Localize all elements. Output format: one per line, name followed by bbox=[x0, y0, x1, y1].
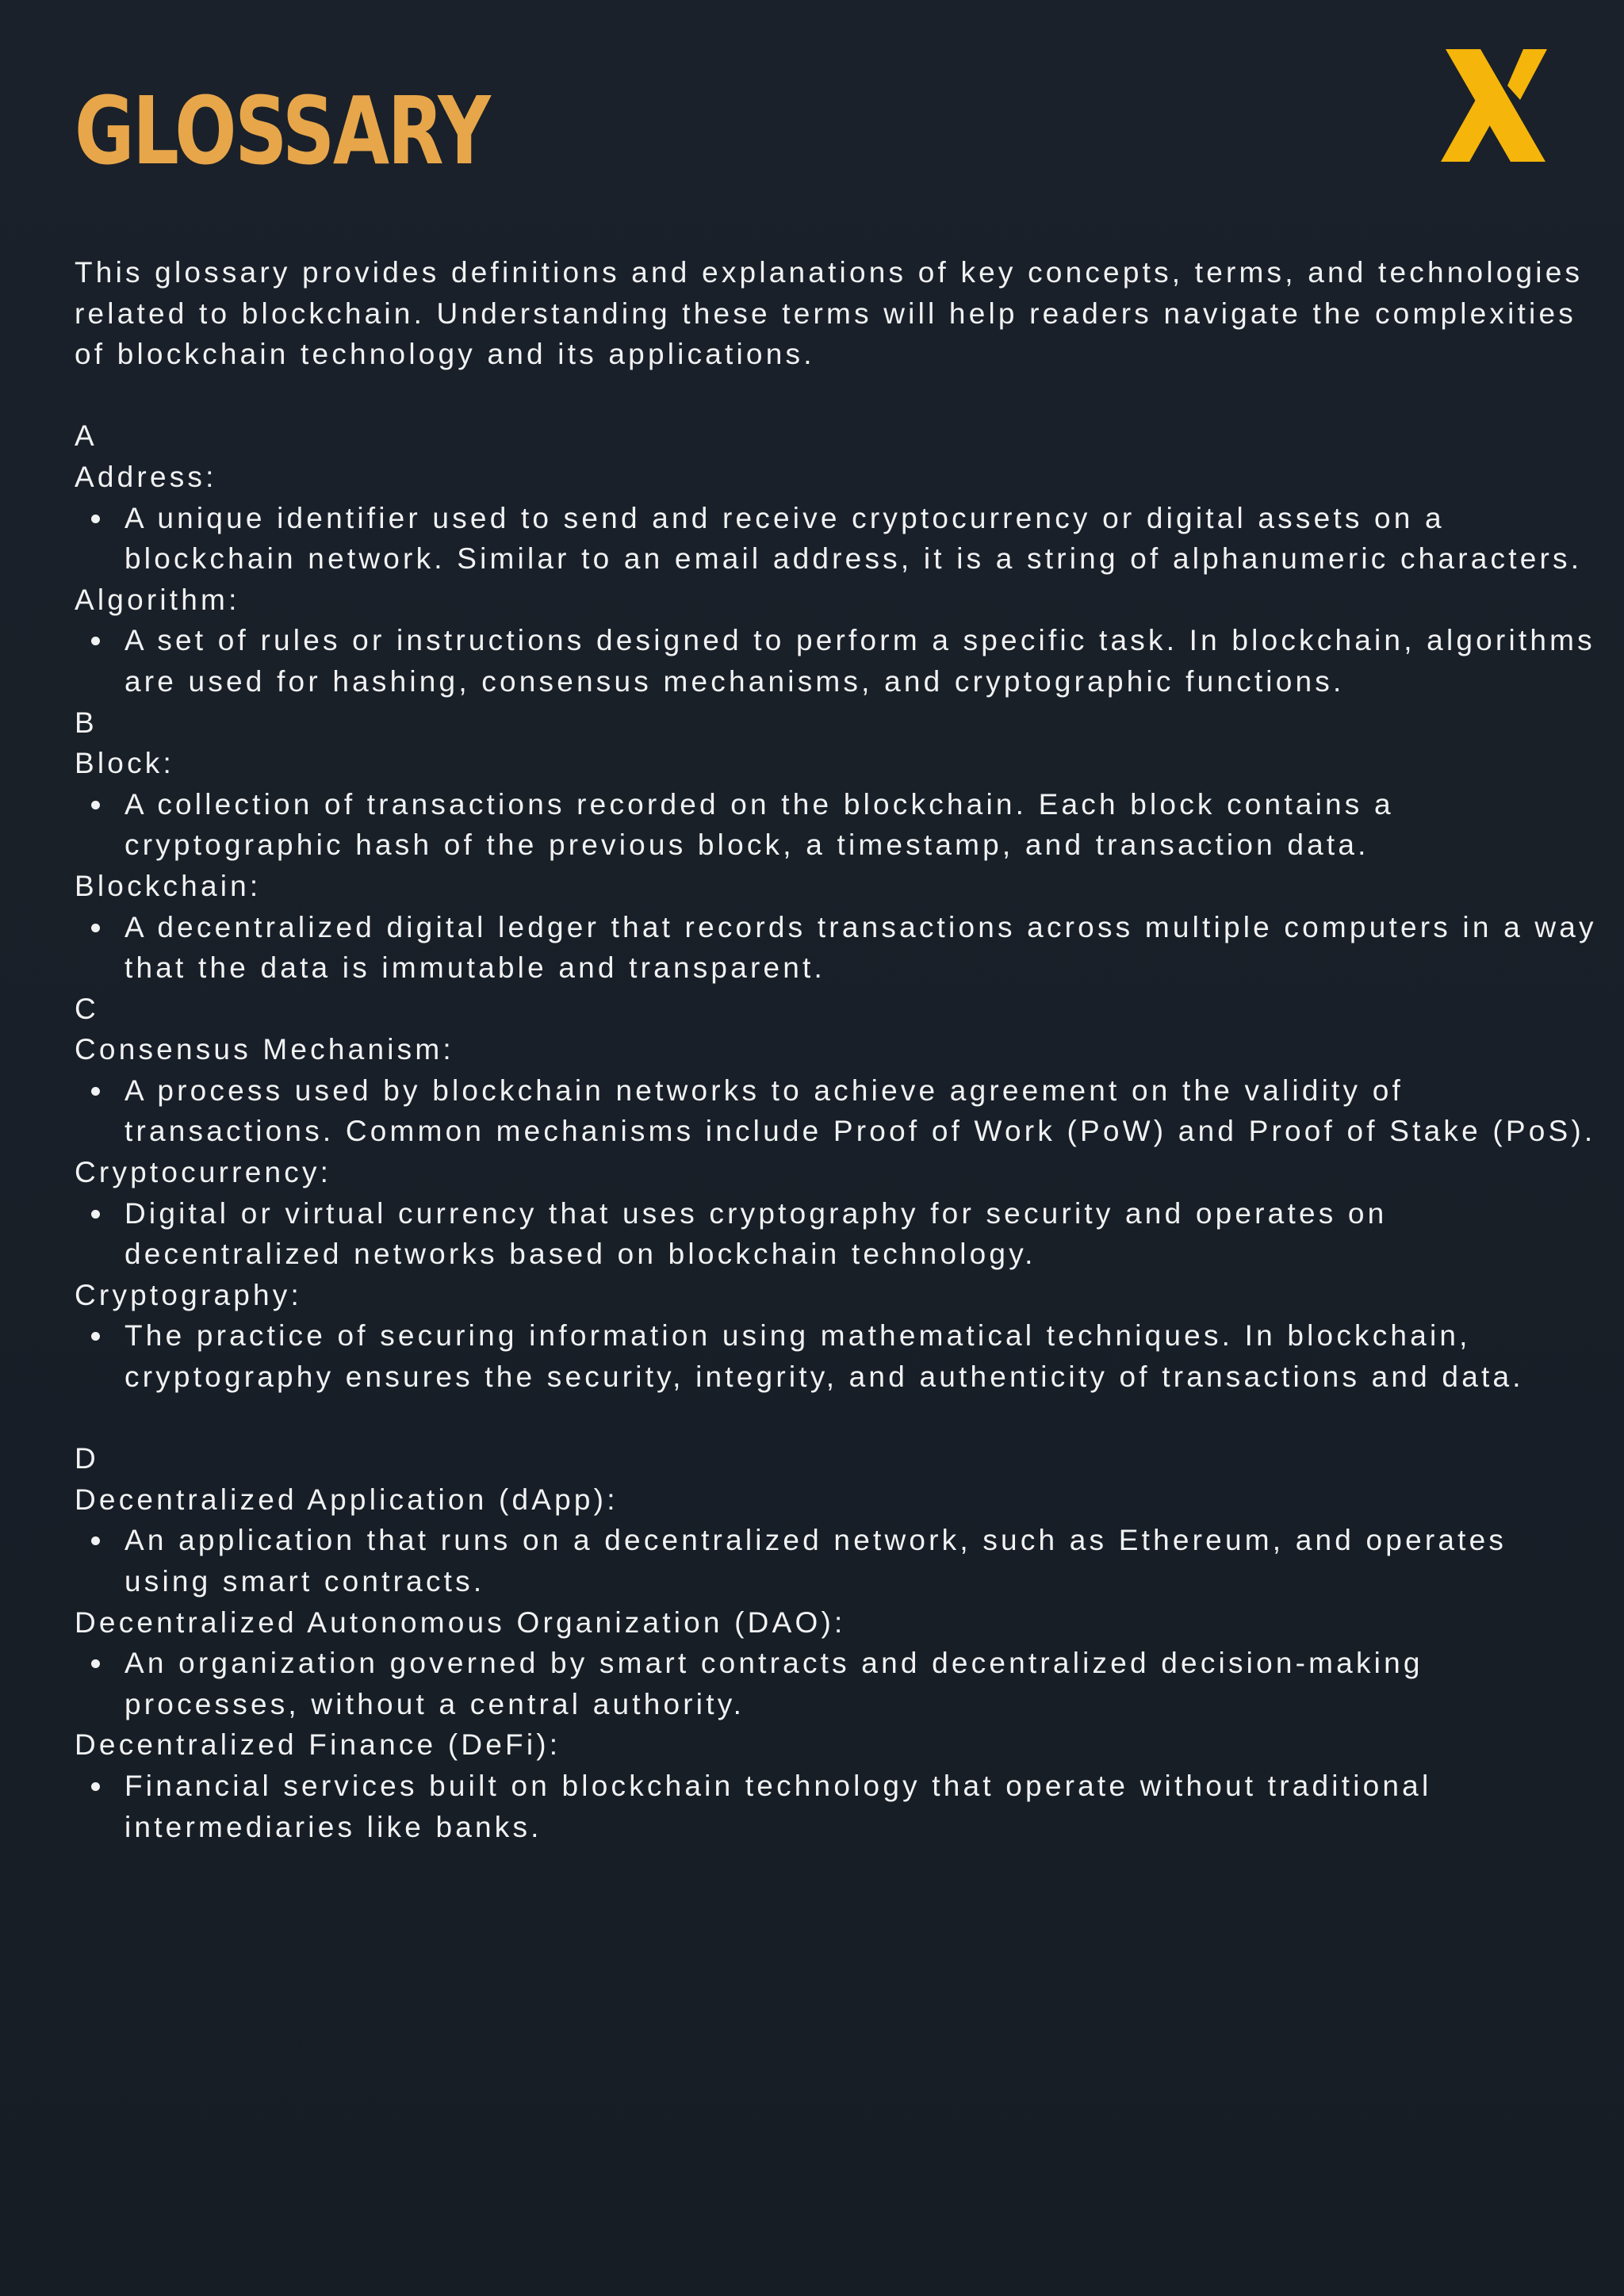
definition-list bbox=[75, 1643, 1597, 1724]
definition-defi: Financial services built on blockchain technology that operate without traditional intermediaries like banks. bbox=[75, 1766, 1601, 1847]
definition-list bbox=[75, 1315, 1597, 1397]
definition-list bbox=[75, 620, 1597, 702]
section-b bbox=[75, 702, 1597, 989]
definition-cryptography: The practice of securing information using mathematical techniques. In blockchain, cryptography ensures the security, integrity, and authenticity of transactions and data. bbox=[75, 1315, 1601, 1397]
definition-cryptocurrency: Digital or virtual currency that uses cryptography for security and operates on decentralized networks based on blockchain technology. bbox=[75, 1193, 1601, 1275]
definition-list bbox=[75, 1193, 1597, 1275]
glossary-content bbox=[75, 252, 1597, 1847]
definition-dao: An organization governed by smart contracts and decentralized decision-making processes, without a central authority. bbox=[75, 1643, 1601, 1724]
term-blockchain: Blockchain: bbox=[75, 869, 262, 902]
definition-list bbox=[75, 1766, 1597, 1847]
section-letter: B bbox=[75, 706, 98, 739]
spacer bbox=[75, 375, 1597, 416]
section-c bbox=[75, 989, 1597, 1398]
definition-algorithm: A set of rules or instructions designed to perform a specific task. In blockchain, algorithms are used for hashing, consensus mechanisms, and cryptographic functions. bbox=[75, 620, 1601, 702]
spacer bbox=[75, 1398, 1597, 1439]
term-block: Block: bbox=[75, 747, 174, 780]
definition-list bbox=[75, 907, 1597, 989]
section-letter: C bbox=[75, 992, 99, 1025]
definition-list bbox=[75, 784, 1597, 866]
term-dao: Decentralized Autonomous Organization (DAO): bbox=[75, 1605, 846, 1639]
logo-stroke-right bbox=[1507, 49, 1547, 100]
definition-list bbox=[75, 1070, 1597, 1152]
term-dapp: Decentralized Application (dApp): bbox=[75, 1483, 619, 1516]
section-letter: D bbox=[75, 1442, 99, 1475]
term-address: Address: bbox=[75, 460, 217, 493]
logo-stroke-lower bbox=[1441, 86, 1498, 162]
section-a bbox=[75, 415, 1597, 702]
term-consensus-mechanism: Consensus Mechanism: bbox=[75, 1033, 454, 1066]
definition-list bbox=[75, 498, 1597, 580]
term-defi: Decentralized Finance (DeFi): bbox=[75, 1728, 561, 1762]
term-cryptography: Cryptography: bbox=[75, 1278, 302, 1311]
definition-consensus-mechanism: A process used by blockchain networks to achieve agreement on the validity of transactions. Common mechanisms include Proof of Work (PoW) and Proof of Stake (PoS). bbox=[75, 1070, 1601, 1152]
page-title: GLOSSARY bbox=[75, 76, 489, 186]
definition-block: A collection of transactions recorded on the blockchain. Each block contains a cryptographic hash of the previous block, a timestamp, and transaction data. bbox=[75, 784, 1601, 866]
intro-paragraph: This glossary provides definitions and explanations of key concepts, terms, and technologies related to blockchain. Understanding these terms will help readers navigate the complexities of blockchain technology and its applications. bbox=[75, 256, 1584, 371]
definition-blockchain: A decentralized digital ledger that records transactions across multiple computers in a way that the data is immutable and transparent. bbox=[75, 907, 1601, 989]
term-algorithm: Algorithm: bbox=[75, 583, 240, 616]
term-cryptocurrency: Cryptocurrency: bbox=[75, 1156, 332, 1189]
section-letter: A bbox=[75, 419, 98, 453]
definition-dapp: An application that runs on a decentralized network, such as Ethereum, and operates using smart contracts. bbox=[75, 1520, 1601, 1601]
definition-address: A unique identifier used to send and receive cryptocurrency or digital assets on a blockchain network. Similar to an email address, it is a string of alphanumeric characters. bbox=[75, 498, 1601, 580]
x-logo-icon bbox=[1441, 49, 1547, 162]
definition-list bbox=[75, 1520, 1597, 1601]
section-d bbox=[75, 1438, 1597, 1847]
